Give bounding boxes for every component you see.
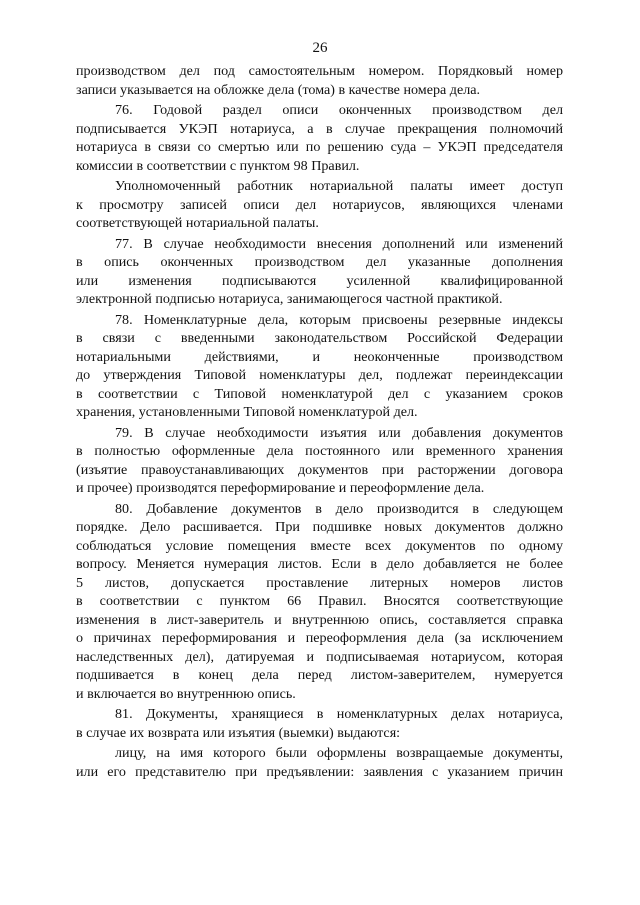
text-line: подписывается УКЭП нотариуса, а в случае прекращения полномочий — [76, 120, 563, 137]
text-line: или изменения подписываются усиленной квалифицированной — [76, 272, 563, 289]
text-line: о причинах переформирования и переоформления дела (за исключением — [76, 630, 563, 646]
text-line: и включается во внутреннюю опись. — [76, 685, 296, 702]
text-line: или его представителю при предъявлении: заявления с указанием причин — [76, 763, 563, 780]
text-line: подшивается в конец дела перед листом-заверителем, нумеруется — [76, 667, 563, 683]
text-line: в случае их возврата или изъятия (выемки) выдаются: — [76, 724, 401, 741]
text-line: 76. Годовой раздел описи оконченных производством дел — [115, 102, 563, 118]
text-line: в опись оконченных производством дел указанные дополнения — [76, 254, 563, 270]
text-line: соблюдаться условие помещения вместе всех документов по одному — [76, 537, 563, 554]
text-line: в соответствии с Типовой номенклатурой дел с указанием сроков — [76, 385, 563, 402]
text-line: до утверждения Типовой номенклатуры дел, подлежат переиндексации — [76, 367, 563, 383]
text-line: вопросу. Меняется нумерация листов. Если в дело добавляется не более — [76, 556, 563, 572]
text-line: электронной подписью нотариуса, занимающегося частной практикой. — [76, 291, 503, 307]
text-line: комиссии в соответствии с пунктом 98 Правил. — [76, 157, 360, 174]
text-line: в связи с введенными законодательством Российской Федерации — [76, 330, 563, 346]
text-line: лицу, на имя которого были оформлены возвращаемые документы, — [115, 745, 563, 761]
text-line: 81. Документы, хранящиеся в номенклатурных делах нотариуса, — [115, 706, 563, 722]
text-line: к просмотру записей описи дел нотариусов, являющихся членами — [76, 196, 563, 213]
text-line: 80. Добавление документов в дело производится в следующем — [115, 500, 563, 517]
text-line: в полностью оформленные дела постоянного или временного хранения — [76, 443, 563, 459]
text-line: соответствующей нотариальной палаты. — [76, 215, 319, 231]
text-line: (изъятие правоустанавливающих документов при расторжении договора — [76, 461, 563, 478]
page-number: 26 — [312, 40, 328, 56]
text-line: 77. В случае необходимости внесения дополнений или изменений — [115, 235, 563, 252]
text-line: 78. Номенклатурные дела, которым присвоены резервные индексы — [115, 311, 563, 328]
text-line: производством дел под самостоятельным номером. Порядковый номер — [76, 63, 563, 79]
text-line: нотариальными действиями, и неоконченные производством — [76, 348, 563, 365]
text-line: порядке. Дело расшивается. При подшивке новых документов должно — [76, 519, 563, 535]
text-line: записи указывается на обложке дела (тома) в качестве номера дела. — [76, 81, 481, 98]
text-line: изменения в лист-заверитель и внутреннюю опись, составляется справка — [76, 611, 563, 628]
text-line: 79. В случае необходимости изъятия или добавления документов — [115, 424, 563, 441]
text-line: Уполномоченный работник нотариальной палаты имеет доступ — [115, 178, 563, 194]
text-line: 5 листов, допускается проставление литерных номеров листов — [76, 574, 563, 591]
text-line: нотариуса в связи со смертью или по решению суда – УКЭП председателя — [76, 139, 563, 155]
text-line: и прочее) производятся переформирование и переоформление дела. — [76, 480, 485, 496]
text-line: хранения, установленными Типовой номенклатурой дел. — [76, 404, 418, 420]
text-line: в соответствии с пунктом 66 Правил. Вносятся соответствующие — [76, 593, 563, 609]
body-text — [76, 62, 563, 781]
text-line: наследственных дел), датируемая и подписываемая нотариусом, которая — [76, 648, 563, 665]
